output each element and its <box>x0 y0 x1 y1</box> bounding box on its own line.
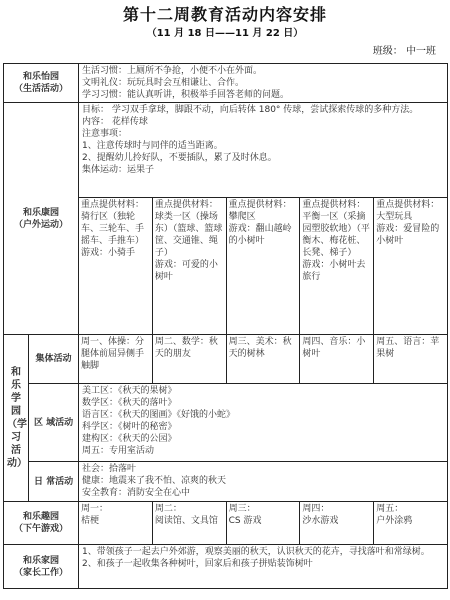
area-item: 数学区：《秋天的落叶》 <box>82 398 177 408</box>
group-activity-item: 周三、美术：秋天的树林 <box>226 335 300 383</box>
life-row <box>4 64 448 103</box>
section-sub: （下午游戏） <box>14 524 69 534</box>
play-day <box>299 502 373 544</box>
life-line: 文明礼仪：玩玩具时会互相谦让、合作。 <box>82 78 245 88</box>
area-item: 美工区：《秋天的果树》 <box>82 386 177 396</box>
outdoor-content <box>79 103 448 335</box>
area-item: 周五：专用室活动 <box>82 446 155 456</box>
play-day <box>79 502 152 544</box>
home-line: 2、和孩子一起收集各种树叶，回家后和孩子拼贴装饰树叶 <box>82 559 313 569</box>
zone-materials: 重点提供材料：攀爬区 <box>228 200 292 222</box>
outdoor-goal: 目标： 学习双手拿球，脚跟不动，向后转体 180° 传球，尝试探索传球的多种方法。 <box>82 105 419 115</box>
section-name: 和乐学园 <box>11 367 21 417</box>
zone-game: 游戏：小树叶去旅行 <box>302 260 366 282</box>
play-day <box>152 502 226 544</box>
section-sub: （家长工作） <box>14 567 69 578</box>
section-sub: （学习活动） <box>7 419 27 469</box>
play-row <box>4 502 448 545</box>
zone-game: 游戏：小骑手 <box>81 248 136 258</box>
group-activity-item: 周四、音乐：小树叶 <box>299 335 373 383</box>
home-line: 1、带领孩子一起去户外郊游，观察美丽的秋天，认识秋天的花卉，寻找落叶和常绿树。 <box>82 547 430 557</box>
outdoor-note: 2、提醒幼儿拎好队，不要插队，累了及时休息。 <box>82 153 277 163</box>
outdoor-note: 1、注意传球时与同伴的适当距离。 <box>82 141 223 151</box>
life-line: 学习习惯：能认真听讲，积极举手回答老师的问题。 <box>82 90 290 100</box>
daily-item: 健康：地震来了我不怕、凉爽的秋天 <box>82 476 227 486</box>
section-name: 和乐康园 <box>23 207 60 218</box>
play-day <box>226 502 300 544</box>
outdoor-zones <box>79 198 447 334</box>
outdoor-row <box>4 103 448 335</box>
outdoor-zone <box>226 198 300 334</box>
play-day-label: 周五： <box>376 504 404 514</box>
area-activity-label: 区 域活动 <box>29 384 79 462</box>
home-row <box>4 545 448 589</box>
play-day-activity: 桔梗 <box>81 516 100 526</box>
outdoor-zone <box>79 198 152 334</box>
section-name: 和乐家园 <box>23 555 60 566</box>
group-activity-item: 周二、数学：秋天的朋友 <box>152 335 226 383</box>
section-sub: （户外运动） <box>14 219 69 230</box>
schedule-table <box>3 63 448 589</box>
play-day-activity: 阅读馆、文具馆 <box>154 516 218 526</box>
play-content <box>79 502 448 545</box>
zone-game: 游戏：可爱的小树叶 <box>154 260 218 282</box>
life-content <box>79 64 448 103</box>
area-item: 语言区：《秋天的图画》《好饿的小蛇》 <box>82 410 236 420</box>
play-day-label: 周一： <box>81 504 109 514</box>
outdoor-notes-title: 注意事项： <box>82 129 128 139</box>
zone-materials: 重点提供材料：骑行区（独轮车、三轮车、手摇车、手推车） <box>81 200 145 246</box>
study-group-row <box>4 335 448 384</box>
zone-game: 游戏：爱冒险的小树叶 <box>376 224 440 246</box>
zone-materials: 重点提供材料：球类一区（操场东）（篮球、篮球筐、交通锥、绳子） <box>154 200 223 258</box>
daily-activity-content <box>79 462 448 502</box>
zone-materials: 重点提供材料：大型玩具 <box>376 200 440 222</box>
outdoor-group-game: 集体运动：运果子 <box>82 165 155 175</box>
play-day-activity: 沙水游戏 <box>302 516 339 526</box>
group-activity-item: 周五、语言：苹果树 <box>373 335 447 383</box>
play-day-label: 周四： <box>302 504 330 514</box>
outdoor-zone <box>373 198 447 334</box>
area-item: 科学区：《树叶的秘密》 <box>82 422 177 432</box>
life-line: 生活习惯：上厕所不争抢，小便不小在外面。 <box>82 66 263 76</box>
play-day <box>373 502 447 544</box>
daily-activity-label: 日 常活动 <box>29 462 79 502</box>
daily-item: 安全教育：消防安全在心中 <box>82 488 191 498</box>
play-day-label: 周三： <box>228 504 256 514</box>
outdoor-zone <box>152 198 226 334</box>
area-activity-content <box>79 384 448 462</box>
zone-game: 游戏：翻山越岭的小树叶 <box>228 224 292 246</box>
area-item: 建构区：《秋天的公园》 <box>82 434 177 444</box>
play-day-activity: 户外涂鸦 <box>376 516 413 526</box>
group-activity-item: 周一、体操：分腿体前屈异侧手触脚 <box>81 337 145 371</box>
outdoor-content-line: 内容： 花样传球 <box>82 117 148 127</box>
play-day-activity: CS 游戏 <box>228 516 262 526</box>
study-area-row <box>4 384 448 462</box>
study-daily-row <box>4 462 448 502</box>
zone-materials: 重点提供材料：平衡一区（采摘园塑胶软地）（平衡木、梅花桩、长凳、梯子） <box>302 200 370 258</box>
group-activity-content <box>79 335 448 384</box>
daily-item: 社会：拾落叶 <box>82 464 137 474</box>
outdoor-zone <box>299 198 373 334</box>
home-content <box>79 545 448 589</box>
group-activity-label: 集体活动 <box>29 335 79 384</box>
home-section-label <box>4 545 79 589</box>
outdoor-section-label <box>4 103 79 335</box>
class-label: 班级： 中一班 <box>372 46 436 57</box>
play-day-label: 周二： <box>154 504 182 514</box>
life-section-label <box>4 64 79 103</box>
section-name: 和乐怡园 <box>23 72 60 82</box>
page-title: 第十二周教育活动内容安排 <box>122 5 327 24</box>
play-section-label <box>4 502 79 545</box>
section-sub: （生活活动） <box>14 84 69 94</box>
study-section-label <box>4 335 29 502</box>
date-range: （11 月 18 日——11 月 22 日） <box>146 28 304 39</box>
section-name: 和乐趣园 <box>23 512 60 522</box>
